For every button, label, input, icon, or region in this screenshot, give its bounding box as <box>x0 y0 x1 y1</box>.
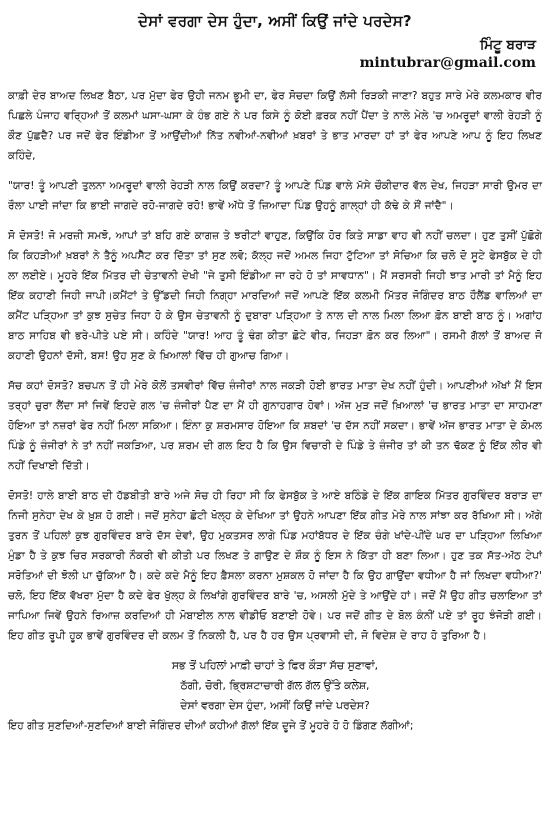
paragraph: ਦੋਸਤੋ! ਹਾਲੇ ਬਾਈ ਬਾਠ ਦੀ ਹੱਡਬੀਤੀ ਬਾਰੇ ਅਜੇ ਸੋਚ ਹੀ ਰਿਹਾ ਸੀ ਕਿ ਫੇਸਬੁੱਕ ਤੇ ਆਏ ਬਠਿੰਡੇ ਦੇ ਇੱਕ ਗਾਇਕ ਮਿੱਤਰ ਗੁਰਵਿੰਦਰ ਬਰਾੜ ਦਾ ਨਿਜੀ ਸੁਨੇਹਾ ਦੇਖ ਕੇ ਖ਼ੁਸ਼ ਹੋ ਗਈ। ਜਦੋਂ ਸੁਨੇਹਾ ਛੋਟੀ ਖੋਲ੍ਹ ਕੇ ਦੇਖਿਆ ਤਾਂ ਉਹਨੇ ਆਪਣਾ ਇੱਕ ਗੀਤ ਮੇਰੇ ਨਾਲ ਸਾਂਝਾ ਕਰ ਰੱਖਿਆ ਸੀ। ਅੱਗੇ ਤੁਰਨ ਤੋਂ ਪਹਿਲਾਂ ਕੁਝ ਗੁਰਵਿੰਦਰ ਬਾਰੇ ਦੱਸ ਦੇਵਾਂ, ਉਹ ਮੁਕਤਸਰ ਲਾਗੇ ਪਿੰਡ ਮਹਾਂਬੱਧਰ ਦੇ ਇੱਕ ਚੰਗੇ ਖਾਂਦੇ-ਪੀਂਦੇ ਘਰ ਦਾ ਪੜ੍ਹਿਆ ਲਿਖਿਆ ਮੁੰਡਾ ਹੈ ਤੇ ਕੁਝ ਚਿਰ ਸਰਕਾਰੀ ਨੌਕਰੀ ਵੀ ਕੀਤੀ ਪਰ ਲਿਖਣ ਤੇ ਗਾਉਣ ਦੇ ਸ਼ੌਕ ਨੂੰ ਇਸ ਨੇ ਕਿੱਤਾ ਹੀ ਬਣਾ ਲਿਆ। ਹੁਣ ਤਕ ਸੱਤ-ਅੱਠ ਟੇਪਾਂ ਸਰੋਤਿਆਂ ਦੀ ਝੋਲੀ ਪਾ ਚੁੱਕਿਆ ਹੈ। ਕਦੇ ਕਦੇ ਮੈਨੂੰ ਇਹ ਫ਼ੈਸਲਾ ਕਰਨਾ ਮੁਸ਼ਕਲ ਹੋ ਜਾਂਦਾ ਹੈ ਕਿ ਉਹ ਗਾਉਂਦਾ ਵਧੀਆ ਹੈ ਜਾਂ ਲਿਖਦਾ ਵਧੀਆ?' ਚਲੋ, ਇਹ ਇੱਕ ਵੱਖਰਾ ਮੁੱਦਾ ਹੈ ਕਦੇ ਫੇਰ ਖੁੱਲ੍ਹ ਕੇ ਲਿਖਾਂਗੇ ਗੁਰਵਿੰਦਰ ਬਾਰੇ 'ਚ, ਅਸਲੀ ਮੁੱਦੇ ਤੇ ਆਉਂਦੇ ਹਾਂ। ਜਦੋਂ ਮੈਂ ਉਹ ਗੀਤ ਚਲਾਇਆ ਤਾਂ ਜਾਪਿਆ ਜਿਵੇਂ ਉਹਨੇ ਰਿਆਜ਼ ਕਰਦਿਆਂ ਹੀ ਮੋਬਾਈਲ ਨਾਲ ਵੀਡੀਓ ਬਣਾਈ ਹੋਵੇ। ਪਰ ਜਦੋਂ ਗੀਤ ਦੇ ਬੋਲ ਕੰਨੀਂ ਪਏ ਤਾਂ ਰੂਹ ਝੰਜੋੜੀ ਗਈ। ਇਹ ਗੀਤ ਰੂਪੀ ਹੂਕ ਭਾਵੇਂ ਗੁਰਵਿੰਦਰ ਦੀ ਕਲਮ ਤੋਂ ਨਿਕਲੀ ਹੈ, ਪਰ ਹੈ ਹਰ ਉਸ ਪ੍ਰਵਾਸੀ ਦੀ, ਜੋ ਵਿਦੇਸ਼ ਦੇ ਰਾਹ ਹੋ ਤੁਰਿਆ ਹੈ। <box>8 490 542 642</box>
paragraph: ਕਾਫ਼ੀ ਦੇਰ ਬਾਅਦ ਲਿਖਣ ਬੈਠਾ, ਪਰ ਮੁੱਦਾ ਫੇਰ ਉਹੀ ਜਨਮ ਭੂਮੀ ਦਾ, ਫੇਰ ਸੋਚਦਾ ਕਿਉਂ ਲੱਸੀ ਰਿੜਕੀ ਜਾਣਾ? ਬਹੁਤ ਸਾਰੇ ਮੇਰੇ ਕਲਮਕਾਰ ਵੀਰ ਪਿਛਲੇ ਪੰਜਾਹ ਵਰ੍ਹਿਆਂ ਤੋਂ ਕਲਮਾਂ ਘਸਾ-ਘਸਾ ਕੇ ਹੰਭ ਗਏ ਨੇ ਪਰ ਕਿਸੇ ਨੂੰ ਕੋਈ ਫ਼ਰਕ ਨਹੀਂ ਪੈਂਦਾ ਤੇ ਨਾਲੇ ਮੇਲੇ 'ਚ ਅਮਰੂਦਾਂ ਵਾਲੀ ਰੇਹੜੀ ਨੂੰ ਕੌਣ ਪੁੱਛਦੈ? ਪਰ ਜਦੋਂ ਫੇਰ ਇੰਡੀਆ ਤੋਂ ਆਉਂਦੀਆਂ ਨਿੱਤ ਨਵੀਆਂ-ਨਵੀਆਂ ਖ਼ਬਰਾਂ ਤੇ ਭਾਤ ਮਾਰਦਾ ਹਾਂ ਤਾਂ ਫੇਰ ਆਪਣੇ ਆਪ ਨੂੰ ਇਹ ਲਿਖਣ ਕਹਿੰਦੇ, <box>8 90 542 162</box>
closing-line: ਇਹ ਗੀਤ ਸੁਣਦਿਆਂ-ਸੁਣਦਿਆਂ ਬਾਈ ਜੋਗਿੰਦਰ ਦੀਆਂ ਕਹੀਆਂ ਗੱਲਾਂ ਇੱਕ ਦੂਜੇ ਤੋਂ ਮੂਹਰੇ ਹੋ ਹੋ ਡਿੰਗਣ ਲੱਗੀਆਂ; <box>8 720 414 732</box>
author-email: mintubrar@gmail.com <box>359 55 536 71</box>
paragraph: "ਯਾਰ! ਤੂੰ ਆਪਣੀ ਤੁਲਨਾ ਅਮਰੂਦਾਂ ਵਾਲੀ ਰੇਹੜੀ ਨਾਲ ਕਿਉਂ ਕਰਦਾ? ਤੂੰ ਆਪਣੇ ਪਿੰਡ ਵਾਲੇ ਮੱਸੇ ਚੌਕੀਦਾਰ ਵੱਲ ਦੇਖ, ਜਿਹੜਾ ਸਾਰੀ ਉਮਰ ਦਾ ਰੌਲਾ ਪਾਈ ਜਾਂਦਾ ਕਿ ਭਾਈ ਜਾਗਦੇ ਰਹੋ-ਜਾਗਦੇ ਰਹੋ! ਭਾਵੇਂ ਅੱਧੇ ਤੋਂ ਜ਼ਿਆਦਾ ਪਿੰਡ ਉਹਨੂੰ ਗਾਲ੍ਹਾਂ ਹੀ ਕੱਢੇ ਕੇ ਸੌਂ ਜਾਂਦੈ"। <box>8 180 542 212</box>
paragraph: ਸੋ ਦੋਸਤੋ! ਜੋ ਮਰਜ਼ੀ ਸਮਝੋ, ਆਪਾਂ ਤਾਂ ਬਹਿ ਗਏ ਕਾਗਜ਼ ਤੇ ਝਰੀਟਾਂ ਵਾਹੁਣ, ਕਿਉਂਕਿ ਹੋਰ ਕਿਤੇ ਸਾਡਾ ਵਾਹ ਵੀ ਨਹੀਂ ਚਲਦਾ। ਹੁਣ ਤੁਸੀਂ ਪੁੱਛੋਗੇ ਕਿ ਕਿਹੜੀਆਂ ਖ਼ਬਰਾਂ ਨੇ ਤੈਨੂੰ ਅਪਸੈੱਟ ਕਰ ਦਿੱਤਾ ਤਾਂ ਸੁਣ ਲਵੋ; ਕੱਲ੍ਹ ਜਦੋਂ ਅਮਲ ਜਿਹਾ ਟੁੱਟਿਆ ਤਾਂ ਸੋਚਿਆ ਕਿ ਚਲੋ ਦੋ ਸੂਟੇ ਫੇਸਬੁੱਕ ਦੇ ਹੀ ਲਾ ਲਈਏ। ਮੂਹਰੇ ਇੱਕ ਮਿੱਤਰ ਦੀ ਚੇਤਾਵਨੀ ਦੇਖੀ "ਜੇ ਤੁਸੀ ਇੰਡੀਆ ਜਾ ਰਹੇ ਹੋ ਤਾਂ ਸਾਵਧਾਨ"। ਮੈਂ ਸਰਸਰੀ ਜਿਹੀ ਝਾਤ ਮਾਰੀ ਤਾਂ ਮੈਨੂੰ ਇਹ ਇੱਕ ਕਹਾਣੀ ਜਿਹੀ ਜਾਪੀ।ਕਮੈਂਟਾਂ ਤੇ ਉੱਡਦੀ ਜਿਹੀ ਨਿਗ੍ਹਾ ਮਾਰਦਿਆਂ ਜਦੋਂ ਆਪਣੇ ਇੱਕ ਕਲਮੀ ਮਿੱਤਰ ਜੋਗਿੰਦਰ ਬਾਠ ਹੌਲੈਂਡ ਵਾਲਿਆਂ ਦਾ ਕਮੈਂਟ ਪੜ੍ਹਿਆ ਤਾਂ ਕੁਝ ਸੁਚੇਤ ਜਿਹਾ ਹੋ ਕੇ ਉਸ ਚੇਤਾਵਨੀ ਨੂੰ ਦੁਬਾਰਾ ਪੜ੍ਹਿਆ ਤੇ ਨਾਲ ਦੀ ਨਾਲ ਮਿਲਾ ਲਿਆ ਫ਼ੋਨ ਬਾਈ ਬਾਠ ਨੂੰ। ਅਗਾਂਹ ਬਾਠ ਸਾਹਿਬ ਵੀ ਭਰੇ-ਪੀਤੇ ਪਏ ਸੀ। ਕਹਿੰਦੇ "ਯਾਰ! ਆਹ ਤੂੰ ਢੰਗ ਕੀਤਾ ਛੋਟੇ ਵੀਰ, ਜਿਹੜਾ ਫ਼ੋਨ ਕਰ ਲਿਆ"। ਰਸਮੀ ਗੱਲਾਂ ਤੋਂ ਬਾਅਦ ਜੋ ਕਹਾਣੀ ਉਹਨਾਂ ਦੱਸੀ, ਬਸ! ਉਹ ਸੁਣ ਕੇ ਖ਼ਿਆਲਾਂ ਵਿੱਚ ਹੀ ਗੁਆਚ ਗਿਆ। <box>8 230 542 362</box>
poem-line: ਸਭ ਤੋਂ ਪਹਿਲਾਂ ਮਾਫ਼ੀ ਚਾਹਾਂ ਤੇ ਫਿਰ ਕੌੜਾ ਸੱਚ ਸੁਣਾਵਾਂ, <box>171 659 379 672</box>
poem-line: ਦੇਸਾਂ ਵਰਗਾ ਦੇਸ ਹੁੰਦਾ, ਅਸੀਂ ਕਿਉਂ ਜਾਂਦੇ ਪਰਦੇਸ? <box>180 699 370 712</box>
author-name: ਮਿੰਟੂ ਬਰਾੜ <box>479 37 536 53</box>
poem-line: ਠੱਗੀ, ਚੋਰੀ, ਭ੍ਰਿਸ਼ਟਾਚਾਰੀ ਗੱਲ ਗੱਲ ਉੱਤੇ ਕਲੇਸ਼, <box>180 679 370 692</box>
paragraph: ਸੱਚ ਕਹਾਂ ਦੋਸਤੋ? ਬਚਪਨ ਤੋਂ ਹੀ ਮੇਰੇ ਕੋਲੋਂ ਤਸਵੀਰਾਂ ਵਿੱਚ ਜ਼ੰਜੀਰਾਂ ਨਾਲ ਜਕੜੀ ਹੋਈ ਭਾਰਤ ਮਾਤਾ ਦੇਖ ਨਹੀਂ ਹੁੰਦੀ। ਆਪਣੀਆਂ ਅੱਖਾਂ ਮੈਂ ਇਸ ਤਰ੍ਹਾਂ ਚੁਰਾ ਲੈਂਦਾ ਸਾਂ ਜਿਵੇਂ ਇਹਦੇ ਗਲ 'ਚ ਜ਼ੰਜੀਰਾਂ ਪੈਣ ਦਾ ਮੈਂ ਹੀ ਗੁਨਾਹਗਾਰ ਹੋਵਾਂ। ਅੱਜ ਮੁੜ ਜਦੋਂ ਖ਼ਿਆਲਾਂ 'ਚ ਭਾਰਤ ਮਾਤਾ ਦਾ ਸਾਹਮਣਾ ਹੋਇਆ ਤਾਂ ਨਜ਼ਰਾਂ ਫੇਰ ਨਹੀਂ ਮਿਲਾ ਸਕਿਆ। ਇੰਨਾ ਕੁ ਸ਼ਰਮਸਾਰ ਹੋਇਆ ਕਿ ਸ਼ਬਦਾਂ 'ਚ ਦੱਸ ਨਹੀਂ ਸਕਦਾ। ਭਾਵੇਂ ਅੱਜ ਭਾਰਤ ਮਾਤਾ ਦੇ ਕੋਮਲ ਪਿੰਡੇ ਨੂੰ ਜ਼ੰਜੀਰਾਂ ਨੇ ਤਾਂ ਨਹੀਂ ਜਕੜਿਆ, ਪਰ ਸ਼ਰਮ ਦੀ ਗਲ ਇਹ ਹੈ ਕਿ ਉਸ ਵਿਚਾਰੀ ਦੇ ਪਿੰਡੇ ਤੇ ਜ਼ੰਜੀਰ ਤਾਂ ਕੀ ਤਨ ਢੱਕਣ ਨੂੰ ਇੱਕ ਲੀਰ ਵੀ ਨਹੀਂ ਦਿਖਾਈ ਦਿੱਤੀ। <box>8 380 542 472</box>
article-title: ਦੇਸਾਂ ਵਰਗਾ ਦੇਸ ਹੁੰਦਾ, ਅਸੀਂ ਕਿਉਂ ਜਾਂਦੇ ਪਰਦੇਸ? <box>138 12 412 30</box>
poem-block <box>8 656 542 716</box>
